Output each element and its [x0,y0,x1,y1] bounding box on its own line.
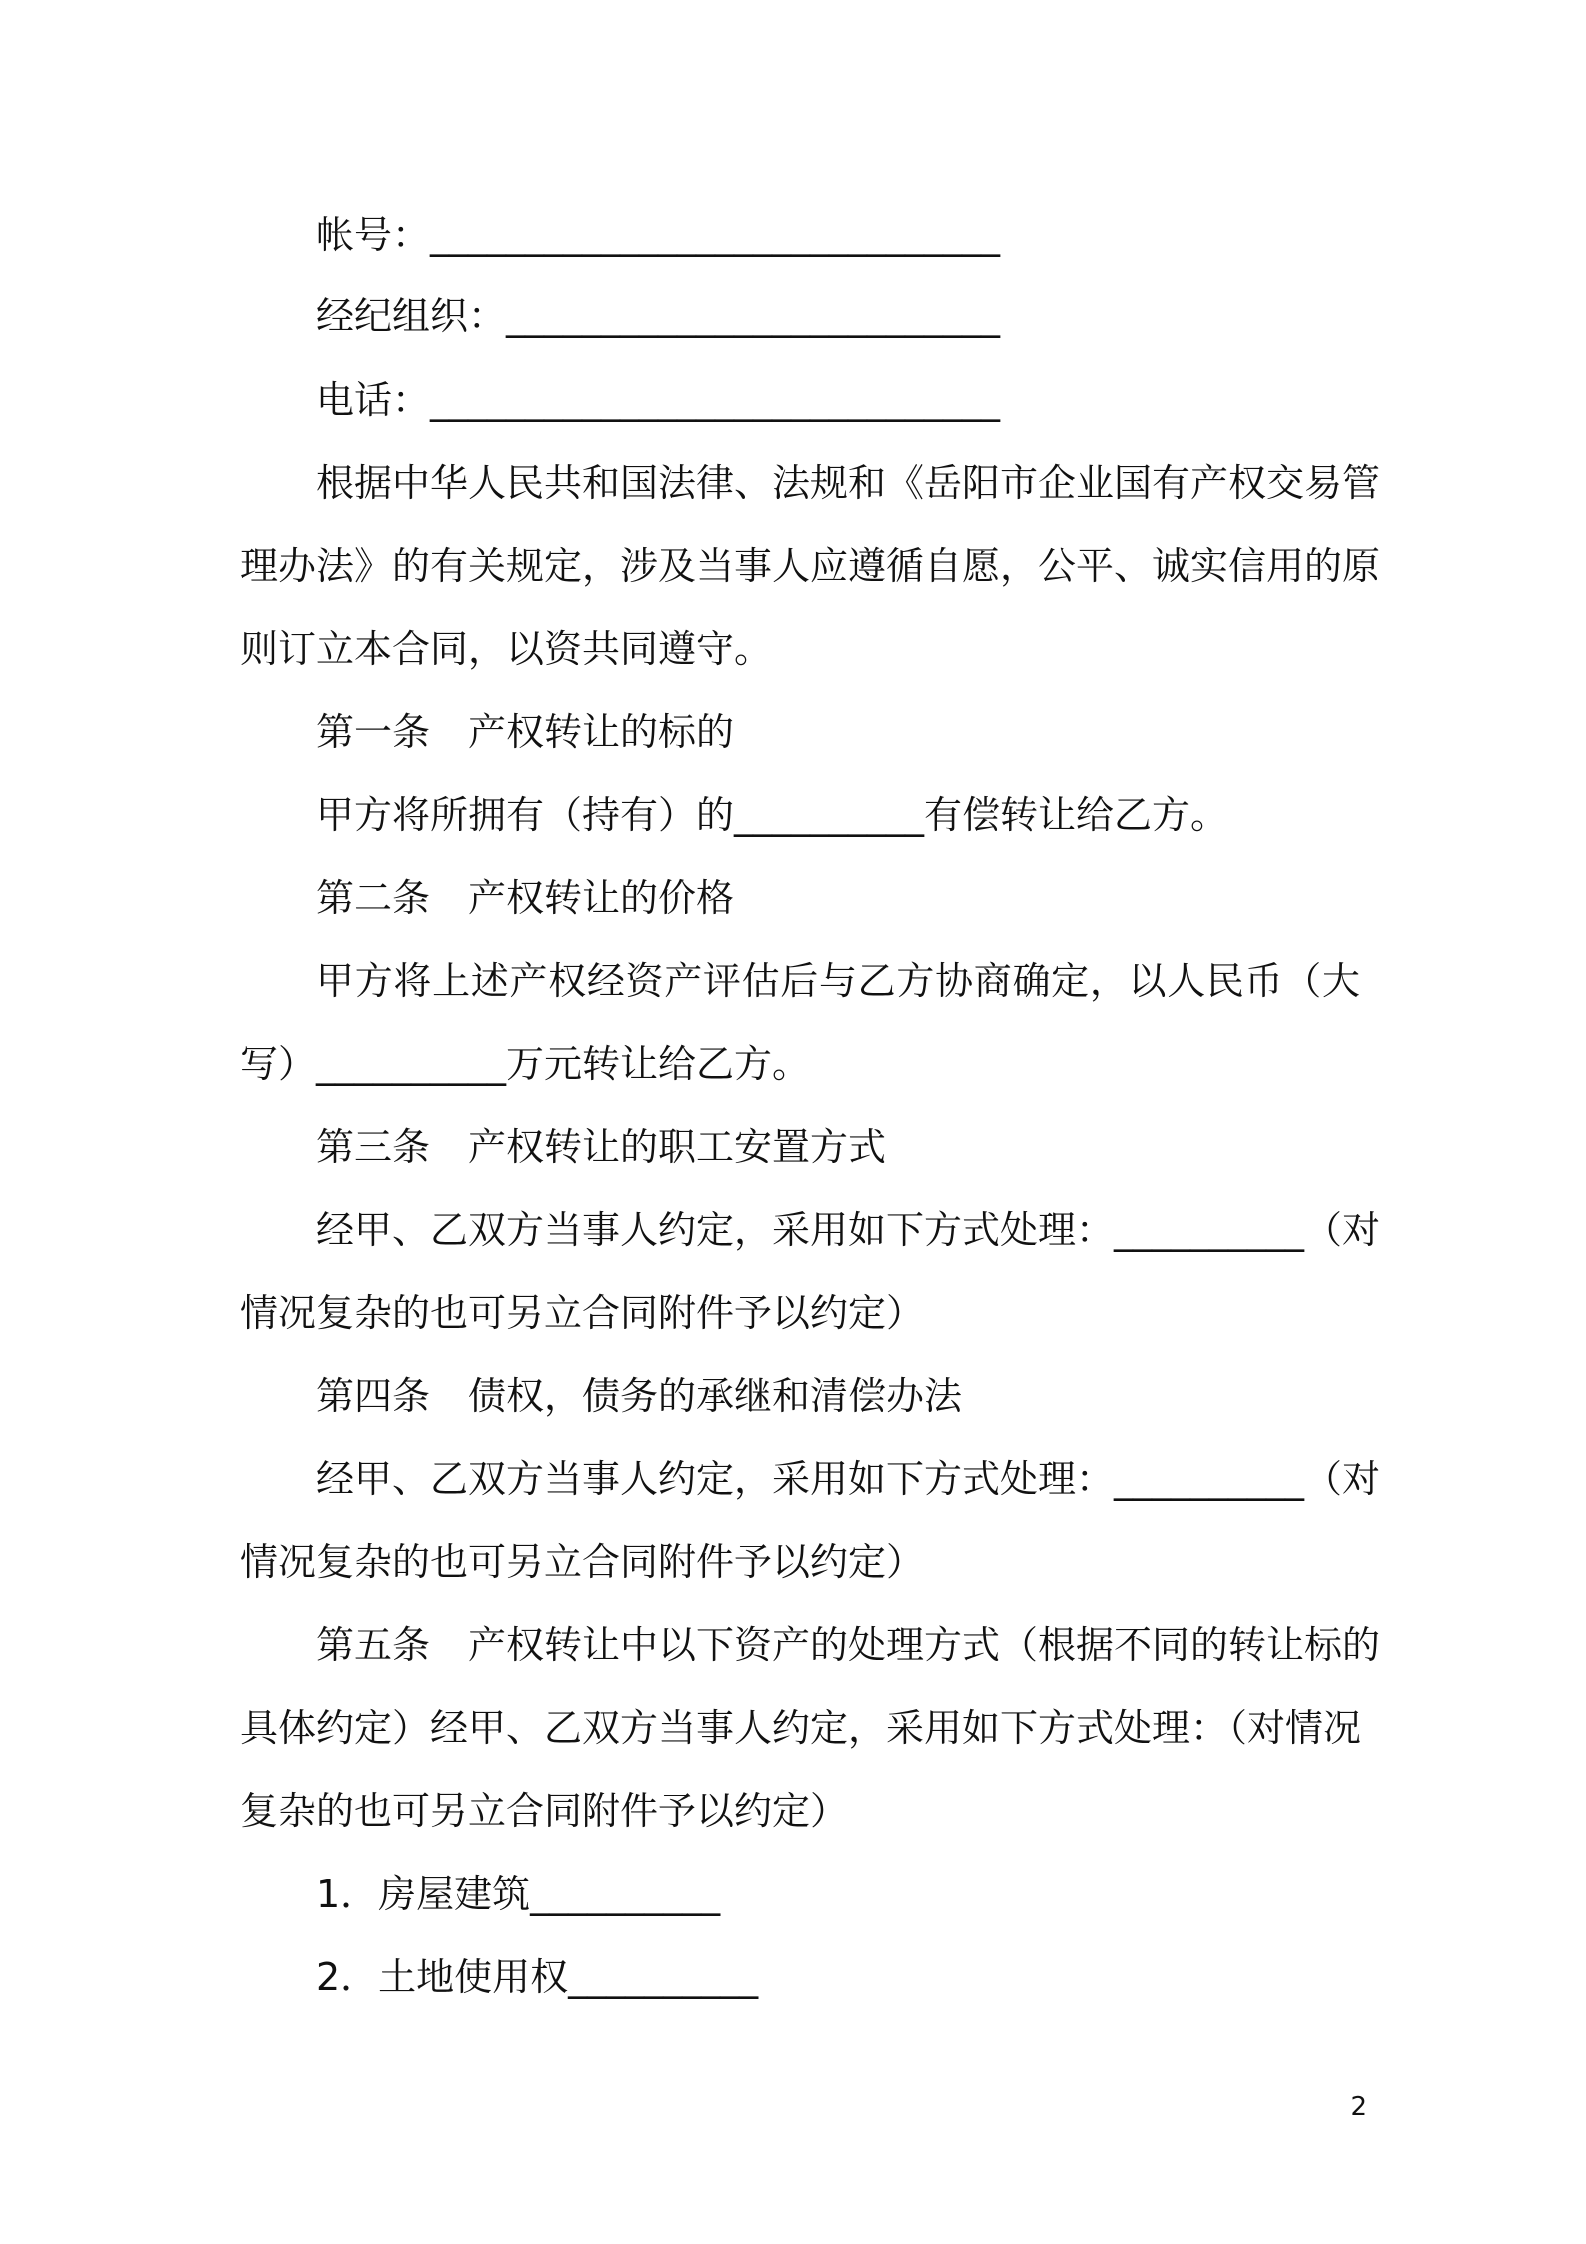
article-5-title: 产权转让中以下资产的处理方式（根据不同的转让标的 [468,1623,1381,1667]
article-1-body: 甲方将所拥有（持有）的__________有偿转让给乙方。 [316,793,1229,837]
article-2-number: 第二条 [316,876,431,920]
article-3-body-line-2: 情况复杂的也可另立合同附件予以约定） [240,1291,925,1335]
article-1-heading [240,702,1360,762]
article-2-body-line-1: 甲方将上述产权经资产评估后与乙方协商确定，以人民币（大 [316,959,1360,1003]
preamble-line-3: 则订立本合同，以资共同遵守。 [240,627,773,671]
phone-field: 电话：______________________________ [316,378,1001,422]
article-5-body-line-1: 具体约定）经甲、乙双方当事人约定，采用如下方式处理：（对情况 [240,1706,1362,1750]
article-5-body-line-2: 复杂的也可另立合同附件予以约定） [240,1789,849,1833]
article-4-number: 第四条 [316,1374,431,1418]
article-1-number: 第一条 [316,710,431,754]
article-4-heading [240,1366,1360,1426]
asset-item-land-use-right: 2．土地使用权__________ [316,1955,759,1999]
asset-item-building: 1．房屋建筑__________ [316,1872,721,1916]
article-3-heading [240,1117,1360,1177]
article-5-heading [240,1615,1381,1675]
brokerage-field: 经纪组织：__________________________ [316,294,1001,338]
article-2-body-line-2: 写）__________万元转让给乙方。 [240,1042,811,1086]
article-3-number: 第三条 [316,1125,431,1169]
article-4-title: 债权，债务的承继和清偿办法 [468,1374,963,1418]
page-number: 2 [1350,2092,1367,2122]
article-2-title: 产权转让的价格 [468,876,735,920]
article-4-body-line-1: 经甲、乙双方当事人约定，采用如下方式处理：__________（对 [316,1457,1381,1501]
article-3-body-line-1: 经甲、乙双方当事人约定，采用如下方式处理：__________（对 [316,1208,1381,1252]
article-1-title: 产权转让的标的 [468,710,735,754]
article-4-body-line-2: 情况复杂的也可另立合同附件予以约定） [240,1540,925,1584]
preamble-line-1: 根据中华人民共和国法律、法规和《岳阳市企业国有产权交易管 [316,461,1381,505]
article-3-title: 产权转让的职工安置方式 [468,1125,887,1169]
preamble-line-2: 理办法》的有关规定，涉及当事人应遵循自愿，公平、诚实信用的原 [240,544,1381,588]
account-field: 帐号：______________________________ [316,213,1001,257]
article-5-number: 第五条 [316,1623,431,1667]
article-2-heading [240,868,1360,928]
